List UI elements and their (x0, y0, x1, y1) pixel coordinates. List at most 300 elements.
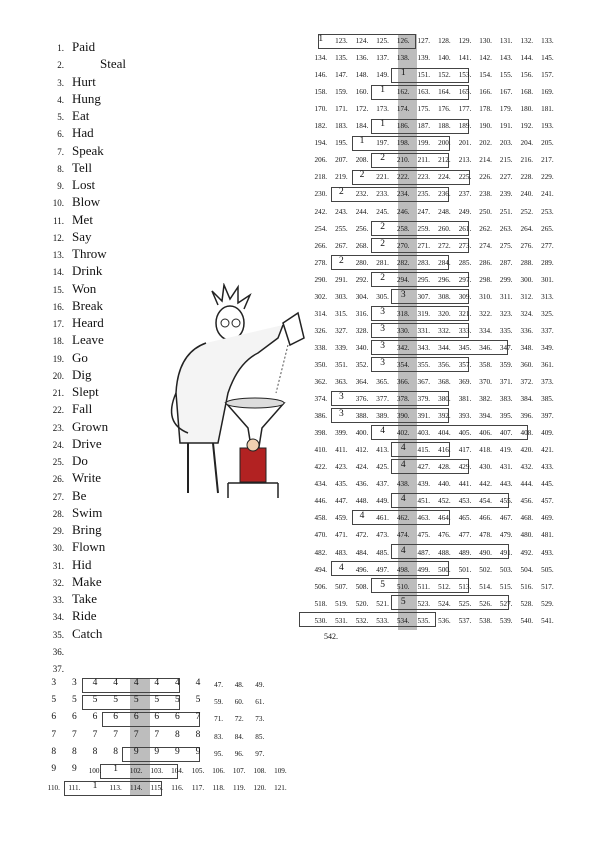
grid-number: 153. (458, 71, 472, 80)
grid-number: 490. (479, 548, 492, 557)
grid-number: 129. (458, 37, 472, 45)
word-list-item (38, 607, 126, 624)
grid-number: 272. (438, 241, 451, 250)
grid-number: 539. (499, 616, 513, 625)
grid-number: 252. (520, 207, 534, 216)
grid-number: 249. (458, 207, 472, 216)
grid-number: 162. (396, 88, 410, 97)
grid-number: 492. (520, 548, 534, 557)
grid-number: 282. (396, 258, 410, 267)
grid-number: 505. (541, 565, 554, 574)
grid-number: 5 (175, 695, 180, 706)
grid-number: 276. (520, 241, 534, 250)
word-list-item (38, 314, 126, 331)
word-number: 35. (52, 629, 64, 640)
grid-number: 9 (51, 764, 57, 774)
grid-number: 442. (479, 480, 492, 489)
grid-number: 174. (396, 105, 410, 114)
grid-number: 397. (541, 412, 554, 421)
grid-number: 280. (355, 258, 369, 267)
word-list-item (38, 159, 126, 176)
grid-number: 6 (113, 712, 118, 723)
grid-number: 377. (376, 395, 389, 404)
grid-number: 255. (335, 224, 348, 233)
grid-number: 240. (520, 190, 534, 199)
grid-number: 183. (335, 122, 348, 131)
grid-number: 370. (479, 378, 492, 386)
grid-number: 2 (339, 255, 344, 266)
grid-number: 141. (458, 54, 472, 63)
grid-number: 4 (154, 678, 160, 688)
grid-number: 5 (72, 695, 77, 706)
grid-number: 319. (417, 309, 431, 318)
grid-number: 71. (214, 715, 224, 724)
grid-number: 385. (541, 395, 554, 404)
grid-number: 128. (438, 37, 451, 45)
grid-number: 268. (355, 241, 369, 250)
grid-number: 8 (51, 746, 57, 757)
grid-number: 428. (438, 463, 451, 472)
word-text: Bring (72, 522, 102, 537)
grid-number: 498. (396, 565, 410, 574)
grid-number: 73. (255, 715, 265, 724)
grid-number: 396. (520, 412, 534, 421)
grid-number: 489. (458, 548, 472, 557)
grid-number: 511. (417, 582, 430, 591)
word-number: 30. (52, 543, 64, 554)
grid-number: 318. (396, 309, 410, 318)
grid-number: 331. (417, 326, 431, 335)
grid-number: 487. (417, 548, 431, 557)
word-number: 26. (52, 474, 64, 485)
word-number: 32. (52, 577, 64, 588)
grid-number: 270. (396, 241, 410, 250)
grid-number: 48. (234, 681, 244, 689)
grid-number: 168. (520, 88, 534, 97)
grid-number: 493. (541, 548, 554, 557)
grid-number: 337. (541, 326, 554, 335)
grid-number: 360. (520, 360, 534, 369)
grid-number: 217. (541, 156, 554, 165)
grid-number: 379. (417, 395, 431, 404)
grid-number: 449. (376, 497, 389, 506)
grid-number: 304. (355, 292, 369, 301)
word-list-item (38, 245, 126, 262)
word-text: Won (72, 280, 97, 296)
grid-number: 1 (380, 85, 385, 96)
grid-number: 214. (479, 156, 492, 165)
grid-number: 351. (335, 360, 348, 369)
word-text: Write (72, 470, 102, 486)
grid-number: 132. (520, 37, 534, 45)
grid-number: 303. (335, 292, 348, 301)
grid-number: 198. (396, 139, 410, 148)
grid-number: 324. (520, 309, 534, 318)
grid-number: 7 (92, 729, 98, 740)
grid-number: 261. (458, 224, 472, 233)
grid-number: 402. (396, 429, 410, 438)
grid-number: 361. (541, 360, 554, 369)
grid-number: 113. (109, 784, 122, 793)
grid-number: 124. (355, 37, 369, 45)
word-number: 19. (52, 353, 64, 364)
grid-number: 5 (92, 695, 98, 706)
grid-number: 526. (479, 599, 492, 608)
word-text: Lost (72, 177, 96, 192)
grid-number: 356. (438, 360, 451, 369)
grid-number: 371. (499, 378, 513, 386)
word-list-item (38, 556, 126, 573)
grid-number: 388. (355, 412, 369, 421)
grid-number: 243. (335, 207, 348, 216)
grid-number: 418. (479, 446, 492, 455)
word-list-item (38, 573, 126, 590)
grid-number: 355. (417, 360, 431, 369)
grid-number: 133. (541, 37, 554, 45)
grid-number: 233. (376, 190, 389, 199)
grid-number: 104. (171, 767, 184, 775)
grid-number: 4 (400, 460, 406, 471)
grid-number: 342. (396, 343, 410, 352)
grid-number: 147. (335, 71, 348, 80)
grid-number: 4 (339, 562, 344, 573)
grid-number: 488. (438, 548, 451, 557)
grid-number: 135. (335, 54, 348, 63)
grid-number: 127. (417, 37, 431, 45)
grid-number: 111. (68, 784, 81, 793)
grid-number: 126. (396, 37, 410, 45)
grid-number: 358. (479, 360, 492, 369)
grid-number: 519. (335, 599, 348, 608)
grid-number: 190. (479, 122, 492, 131)
grid-number: 97. (255, 749, 265, 758)
grid-number: 348. (520, 343, 534, 352)
word-list-item (38, 38, 126, 55)
grid-number: 433. (541, 463, 554, 472)
grid-number: 323. (499, 309, 513, 318)
grid-number: 173. (376, 105, 389, 114)
grid-number: 510. (396, 582, 410, 591)
grid-number: 228. (520, 173, 534, 182)
grid-number: 404. (438, 429, 451, 438)
grid-number: 215. (499, 156, 513, 165)
grid-number: 479. (499, 531, 513, 540)
grid-number: 313. (541, 292, 554, 301)
grid-number: 130. (479, 37, 492, 45)
grid-number: 61. (255, 698, 265, 707)
grid-number: 541. (541, 616, 554, 625)
grid-number: 301. (541, 275, 554, 284)
word-number: 6. (57, 129, 64, 140)
grid-number: 234. (396, 190, 410, 199)
grid-number: 364. (355, 378, 369, 386)
grid-number: 354. (396, 360, 410, 369)
grid-number: 181. (541, 105, 554, 114)
grid-number: 116. (171, 784, 184, 793)
grid-number: 538. (479, 616, 492, 625)
grid-number: 4 (113, 678, 118, 688)
grid-number: 186. (396, 122, 410, 131)
word-text: Be (72, 487, 87, 503)
grid-number: 369. (458, 378, 472, 386)
grid-number: 477. (458, 531, 472, 540)
grid-number: 9 (195, 746, 201, 757)
grid-number: 429. (458, 463, 472, 472)
grid-number: 2 (359, 170, 365, 181)
grid-number: 222. (396, 173, 410, 182)
grid-number: 422. (314, 463, 328, 472)
word-text: Hurt (72, 73, 96, 89)
grid-number: 452. (438, 497, 451, 506)
grid-number: 395. (499, 412, 513, 421)
grid-number: 520. (355, 599, 369, 608)
grid-number: 500. (438, 565, 451, 574)
grid-number: 497. (376, 565, 389, 574)
grid-number: 7 (72, 729, 77, 740)
grid-number: 425. (376, 463, 389, 472)
grid-number: 529. (541, 599, 554, 608)
grid-number: 238. (479, 190, 492, 199)
grid-number: 191. (499, 122, 513, 131)
grid-number: 461. (376, 514, 389, 523)
grid-number: 287. (499, 258, 513, 267)
word-list-item (38, 504, 126, 521)
grid-number: 145. (541, 54, 554, 63)
grid-number: 175. (417, 105, 431, 114)
grid-number: 437. (376, 480, 389, 489)
grid-number: 432. (520, 463, 534, 472)
grid-number: 221. (376, 173, 389, 182)
scientist-drawing (158, 283, 308, 503)
grid-number: 3 (400, 289, 406, 300)
word-text: Speak (72, 142, 104, 158)
grid-number: 3 (339, 392, 344, 403)
word-text: Hung (72, 90, 101, 106)
grid-number: 390. (396, 412, 410, 421)
word-list-item (38, 55, 126, 72)
grid-number: 465. (458, 514, 472, 523)
grid-number: 194. (314, 139, 328, 148)
word-list-item (38, 521, 126, 538)
grid-number: 468. (520, 514, 534, 523)
grid-number: 454. (479, 497, 492, 506)
word-text: Catch (72, 625, 103, 641)
word-list-item (38, 90, 126, 107)
grid-number: 336. (520, 326, 534, 335)
grid-number: 156. (520, 71, 534, 80)
grid-number: 193. (541, 122, 554, 131)
grid-number: 265. (541, 224, 554, 233)
word-number: 37. (52, 664, 64, 674)
word-number: 2. (57, 60, 64, 71)
grid-number: 131. (499, 37, 513, 45)
grid-number: 298. (479, 275, 492, 284)
grid-number: 6 (51, 712, 57, 723)
word-number: 10. (52, 198, 64, 209)
grid-number: 6 (154, 712, 160, 723)
grid-number: 2 (380, 153, 385, 164)
grid-number: 137. (376, 54, 389, 63)
grid-number: 349. (541, 343, 554, 352)
grid-number: 499. (417, 565, 431, 574)
grid-number: 5 (51, 695, 57, 706)
grid-number: 332. (438, 326, 451, 335)
grid-number: 1 (92, 781, 98, 792)
grid-number: 409. (541, 429, 554, 438)
grid-number: 84. (234, 732, 244, 741)
grid-number: 413. (376, 446, 389, 455)
grid-number: 273. (458, 241, 472, 250)
grid-number: 494. (314, 565, 328, 574)
word-text: Leave (72, 332, 104, 348)
grid-number: 308. (438, 292, 451, 301)
grid-number: 47. (214, 681, 224, 689)
word-text: Ride (72, 608, 97, 624)
grid-number: 206. (314, 156, 328, 165)
grid-number: 4 (133, 678, 139, 688)
grid-number: 176. (438, 105, 451, 114)
grid-number: 333. (458, 326, 472, 335)
grid-number: 297. (458, 275, 472, 284)
grid-number: 166. (479, 88, 492, 97)
word-list-item (38, 280, 126, 297)
grid-number: 216. (520, 156, 534, 165)
grid-number: 134. (314, 54, 328, 63)
grid-number: 483. (335, 548, 348, 557)
word-number: 12. (52, 232, 64, 243)
grid-number: 9 (72, 764, 77, 774)
word-number: 13. (52, 250, 64, 260)
grid-number: 6 (92, 712, 98, 723)
grid-number: 114. (130, 784, 143, 793)
word-number: 28. (52, 508, 64, 519)
grid-number: 108. (253, 767, 267, 775)
word-text: Drive (72, 435, 102, 451)
grid-number: 208. (355, 156, 369, 165)
grid-number: 400. (355, 429, 369, 438)
word-text: Throw (72, 246, 107, 261)
grid-number: 478. (479, 531, 492, 540)
grid-number: 210. (396, 156, 410, 165)
grid-number: 202. (479, 139, 492, 148)
grid-number: 307. (417, 292, 431, 301)
word-text: Steal (100, 56, 126, 72)
grid-number: 4 (400, 443, 406, 454)
grid-number: 163. (417, 88, 431, 97)
grid-number: 507. (335, 582, 348, 591)
word-list-item (38, 366, 126, 383)
grid-number: 415. (417, 446, 431, 455)
grid-number: 525. (458, 599, 472, 608)
word-number: 17. (52, 319, 64, 329)
word-list-item (38, 124, 126, 141)
grid-number: 444. (520, 480, 534, 489)
grid-number: 5 (154, 695, 160, 706)
grid-number: 6 (72, 712, 77, 723)
grid-number: 102. (129, 767, 143, 775)
grid-number: 376. (355, 395, 369, 404)
word-text: Drink (72, 263, 103, 279)
grid-number: 5 (195, 695, 201, 706)
grid-number: 339. (335, 343, 348, 352)
grid-number: 157. (541, 71, 554, 80)
word-list-item (38, 383, 126, 400)
grid-number: 283. (417, 258, 431, 267)
grid-number: 119. (233, 784, 246, 793)
grid-number: 213. (458, 156, 472, 165)
grid-number: 311. (500, 292, 513, 301)
grid-number: 154. (479, 71, 492, 80)
grid-number: 8 (113, 746, 118, 757)
grid-number: 514. (479, 582, 492, 591)
grid-number: 327. (335, 326, 348, 335)
grid-number: 389. (376, 412, 389, 421)
grid-number: 436. (355, 480, 369, 489)
grid-number: 200. (438, 139, 451, 148)
grid-number: 338. (314, 343, 328, 352)
word-number: 8. (57, 163, 64, 174)
grid-number: 447. (335, 497, 348, 506)
grid-number: 517. (541, 582, 554, 591)
grid-number: 335. (499, 326, 513, 335)
word-number: 21. (52, 388, 64, 398)
word-number: 34. (52, 612, 64, 623)
grid-number: 382. (479, 395, 492, 404)
grid-number: 7 (133, 729, 139, 740)
grid-number: 271. (417, 241, 431, 250)
grid-number: 212. (438, 156, 451, 165)
grid-number: 1 (359, 136, 365, 147)
grid-number: 3 (380, 323, 385, 334)
grid-number: 60. (234, 698, 244, 707)
grid-number: 457. (541, 497, 554, 506)
grid-number: 320. (438, 309, 451, 318)
grid-number: 383. (499, 395, 513, 404)
word-list-item (38, 590, 126, 607)
grid-number: 540. (520, 616, 534, 625)
grid-number: 188. (438, 122, 451, 131)
grid-number: 197. (376, 139, 389, 148)
word-list (38, 38, 126, 676)
grid-number: 251. (499, 207, 513, 216)
grid-number: 406. (479, 429, 492, 438)
grid-number: 464. (438, 514, 451, 523)
grid-number: 110. (47, 784, 60, 793)
grid-number: 169. (541, 88, 554, 97)
grid-number: 195. (335, 139, 348, 148)
word-text: Tell (72, 159, 93, 175)
grid-number: 125. (376, 37, 389, 45)
grid-number: 123. (335, 37, 348, 45)
grid-number: 435. (335, 480, 348, 489)
grid-number: 6 (175, 712, 180, 723)
grid-number: 419. (499, 446, 513, 455)
grid-number: 224. (438, 173, 451, 182)
grid-number: 440. (438, 480, 451, 489)
grid-number: 508. (355, 582, 369, 591)
grid-number: 9 (133, 746, 139, 757)
grid-number: 253. (541, 207, 554, 216)
grid-number: 459. (335, 514, 348, 523)
grid-number: 187. (417, 122, 431, 131)
grid-number: 199. (417, 139, 431, 148)
grid-number: 117. (191, 784, 205, 793)
grid-number: 138. (396, 54, 410, 63)
grid-number: 1 (400, 68, 406, 79)
grid-number: 350. (314, 360, 328, 369)
grid-number: 515. (499, 582, 513, 591)
word-text: Slept (72, 384, 99, 399)
